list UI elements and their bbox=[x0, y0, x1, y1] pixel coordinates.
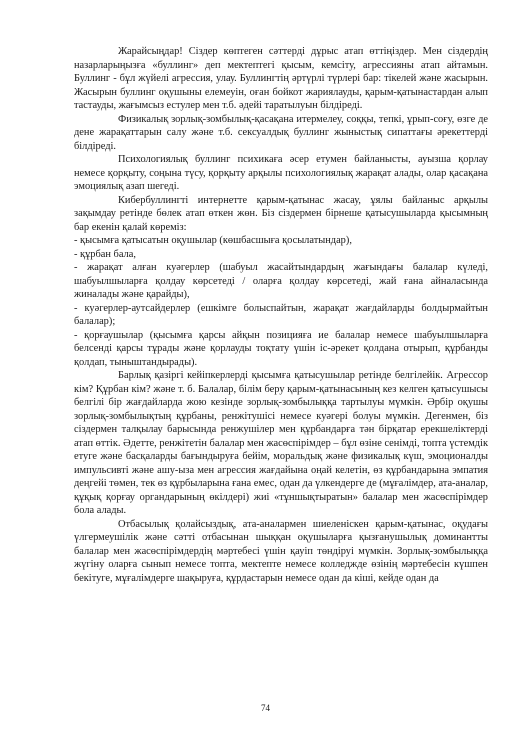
paragraph: Кибербуллингті интернетте қарым-қатынас жасау, ұялы байланыс арқылы зақымдау ретінде бөлек атап өткен жөн. Біз сіздермен бірнеше қатысушыларда қысымның бар екенін қалай көреміз: bbox=[74, 194, 488, 233]
list-item: - қорғаушылар (қысымға қарсы айқын позицияға ие балалар немесе шабуылшыларға белсенді қарсы тұрады және қорлауды тоқтату үшін іс-әрекет қолдана отырып, құрбанды қолдап, тыныштандырады). bbox=[74, 329, 488, 368]
body-text bbox=[74, 45, 488, 585]
paragraph: Физикалық зорлық-зомбылық-қасақана итермелеу, соққы, тепкі, ұрып-соғу, өзге де дене жарақаттарын салу және т.б. сексуалдық буллинг жыныстық сипаттағы әрекеттерді білдіреді. bbox=[74, 113, 488, 152]
paragraph: Жарайсыңдар! Сіздер көптеген сәттерді дұрыс атап өттіңіздер. Мен сіздердің назарларыңызға «буллинг» деп мектептегі қысым, кемсіту, агрессияны атап айтамын. Буллинг - бұл жүйелі агрессия, улау. Буллингтің әртүрлі түрлері бар: тікелей және жасырын. Жасырын буллинг оқушыны елемеуін, оған бойкот жариялауды, қарым-қатынастардан алып тастауды, жағымсыз естулер мен т.б. әдейі таратылуын білдіреді. bbox=[74, 46, 488, 111]
page-number: 74 bbox=[261, 703, 270, 713]
list-item: - жарақат алған куәгерлер (шабуыл жасайтындардың жағындағы балалар күледі, шабуылшыларға қолдау көрсетеді / оларға қолдау көрсетеді, жай ғана айналасында жиналады және қарайды), bbox=[74, 262, 488, 300]
paragraph: Отбасылық қолайсыздық, ата-аналармен шиеленіскен қарым-қатынас, оқудағы үлгермеушілік және сәтті отбасынан шыққан оқушыларға қызғанушылық доминантты балалар мен жасөспірімдердің мәртебесі үшін қауіп төндіруі мүмкін. Зорлық-зомбылыққа жүгіну оларға сынып немесе топта, мектепте немесе колледжде өзінің мәртебесін күшпен бекітуге, мұғалімдерге шақыруға, құрдастарын немесе одан да кіші, кейде одан да bbox=[74, 518, 488, 584]
list-item: - құрбан бала, bbox=[74, 248, 136, 260]
paragraph: Психологиялық буллинг психикаға әсер етумен байланысты, ауызша қорлау немесе қорқыту, соңына түсу, қорқыту арқылы психологиялық жарақат алады, олар қасақана эмоциялық азап шегеді. bbox=[74, 154, 488, 192]
paragraph: Барлық қазіргі кейіпкерлерді қысымға қатысушылар ретінде белгілейік. Агрессор кім? Құрбан кім? және т. б. Балалар, білім беру қарым-қатынасының кез келген қатысушысы белгілі бір жағдайларда жою кезінде зорлық-зомбылыққа тартылуы мүмкін. Әрбір оқушы зорлық-зомбылықтың құрбаны, ренжітушісі немесе куәгері болуы мүмкін. Дегенмен, біз сіздермен талқылау барысында ренжушілер мен құрбандарға тән бірқатар ерекшеліктерді атап өттік. Әдетте, ренжітетін балалар мен жасөспірімдер – бұл өзіне сенімді, топта үстемдік етуге және басқаларды бағындыруға бейім, моральдық және физикалық күш, эмоционалды импульсивті және ашу-ыза мен агрессия жағдайына оңай келетін, өз құрбандарына эмпатия деңгейі төмен, тек өз құрбыларына ғана емес, одан да үлкендерге де (мұғалімдер, ата-аналар, құқық қорғау органдарының өкілдері) жиі «тұншықтыратын» балалар мен жасөспірімдер бола алады. bbox=[74, 370, 488, 516]
list-item: - қысымға қатысатын оқушылар (көшбасшыға қосылатындар), bbox=[74, 235, 352, 246]
list-item: - куәгерлер-аутсайдерлер (ешкімге болыспайтын, жарақат жағдайларды болдырмайтын балалар); bbox=[74, 302, 488, 327]
